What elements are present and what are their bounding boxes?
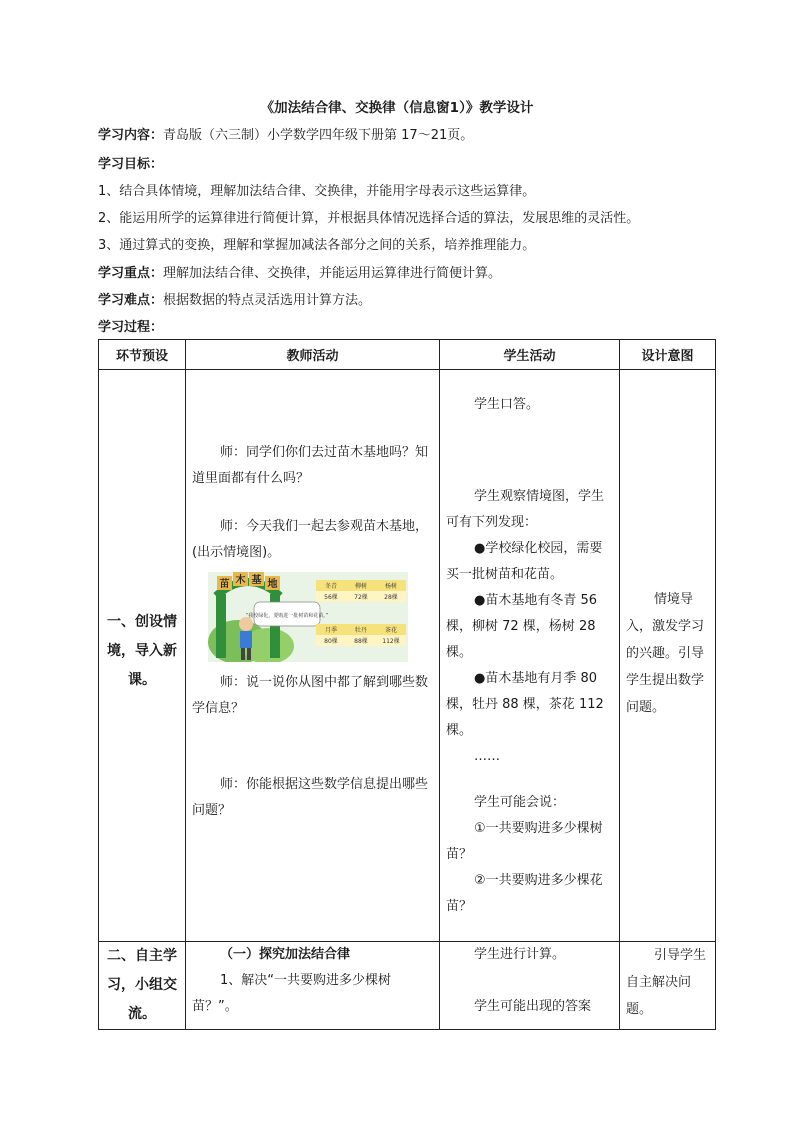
teacher-cell xyxy=(186,942,440,1030)
learning-content xyxy=(98,124,738,143)
student-line: 学生可能出现的答案 xyxy=(474,999,592,1014)
key-point-label: 学习重点： xyxy=(98,266,164,281)
sign-char: 基 xyxy=(251,575,262,586)
teacher-line: 1、解决“一共要购进多少棵树苗？”。 xyxy=(192,973,392,1014)
student-line: 学生口答。 xyxy=(474,397,540,412)
table-header-row xyxy=(99,340,716,370)
intent-text: 引导学生自主解决问题。 xyxy=(626,948,707,1017)
tree-count: 28棵 xyxy=(384,594,398,601)
tree-name: 柳树 xyxy=(354,583,368,590)
teacher-line: （一）探究加法结合律 xyxy=(220,947,351,962)
tree-name: 杨树 xyxy=(384,583,398,590)
student-line: ●苗木基地有冬青 56 棵，柳树 72 棵，杨树 28 棵。 xyxy=(446,593,598,660)
learning-content-label: 学习内容： xyxy=(98,128,164,143)
learning-goals-label: 学习目标： xyxy=(98,157,164,172)
stage-text: 一、创设情境，导入新课。 xyxy=(107,614,177,688)
flower-name: 牡丹 xyxy=(354,627,368,634)
lesson-process-table xyxy=(98,339,716,1030)
flower-name: 月季 xyxy=(324,627,338,634)
goal-item-2: 2、能运用所学的运算律进行简便计算，并根据具体情况选择合适的算法，发展思维的灵活性。 xyxy=(98,211,640,226)
process-label: 学习过程： xyxy=(98,320,164,335)
header-intent: 设计意图 xyxy=(620,340,716,370)
nursery-scene-illustration xyxy=(208,572,408,662)
header-teacher: 教师活动 xyxy=(186,340,440,370)
difficulty-label: 学习难点： xyxy=(98,293,164,308)
goal-item-1: 1、结合具体情境，理解加法结合律、交换律，并能用字母表示这些运算律。 xyxy=(98,184,536,199)
teacher-line: 师：今天我们一起去参观苗木基地，(出示情境图)。 xyxy=(192,519,429,560)
document-title: 《加法结合律、交换律（信息窗1）》教学设计 xyxy=(260,100,534,116)
student-line: 学生进行计算。 xyxy=(474,947,566,962)
tree-count: 56棵 xyxy=(324,594,338,601)
sign-char: 木 xyxy=(235,575,246,586)
student-line: ●苗木基地有月季 80 棵，牡丹 88 棵，茶花 112 棵。 xyxy=(446,671,604,738)
flower-count: 112棵 xyxy=(382,638,400,645)
student-line: 学生可能会说： xyxy=(474,795,566,810)
tree-name: 冬青 xyxy=(324,583,338,590)
flower-table xyxy=(316,624,406,646)
teacher-line: 师：说一说你从图中都了解到哪些数学信息？ xyxy=(192,675,429,716)
table-row xyxy=(99,370,716,942)
student-line: 学生观察情境图，学生可有下列发现： xyxy=(446,489,605,530)
student-cell xyxy=(440,942,620,1030)
student-cell xyxy=(440,370,620,942)
stage-text: 二、自主学习，小组交流。 xyxy=(107,948,177,1022)
intent-text: 情境导入，激发学习的兴趣。引导学生提出数学问题。 xyxy=(626,592,705,715)
sign-char: 苗 xyxy=(219,579,230,590)
teacher-line: 师：你能根据这些数学信息提出哪些问题？ xyxy=(192,777,429,818)
flower-count: 88棵 xyxy=(354,638,368,645)
key-point-text: 理解加法结合律、交换律，并能运用运算律进行简便计算。 xyxy=(163,266,502,281)
header-stage: 环节预设 xyxy=(99,340,186,370)
stage-cell xyxy=(99,370,186,942)
difficulty-text: 根据数据的特点灵活选用计算方法。 xyxy=(163,293,372,308)
table-row xyxy=(99,942,716,1030)
header-student: 学生活动 xyxy=(440,340,620,370)
tree-table xyxy=(316,580,406,602)
difficulty xyxy=(98,289,738,308)
flower-count: 80棵 xyxy=(324,638,338,645)
teacher-cell xyxy=(186,370,440,942)
tree-count: 72棵 xyxy=(354,594,368,601)
student-line: …… xyxy=(474,749,500,764)
intent-cell xyxy=(620,370,716,942)
key-point xyxy=(98,262,738,281)
learning-content-text: 青岛版（六三制）小学数学四年级下册第 17～21页。 xyxy=(163,128,474,143)
teacher-line: 师：同学们你们去过苗木基地吗？知道里面都有什么吗？ xyxy=(192,445,429,486)
student-line: ①一共要购进多少棵树苗？ xyxy=(446,821,603,862)
goal-item-3: 3、通过算式的变换，理解和掌握加减法各部分之间的关系，培养推理能力。 xyxy=(98,238,536,253)
intent-cell xyxy=(620,942,716,1030)
flower-name: 茶花 xyxy=(384,627,398,634)
student-line: ②一共要购进多少棵花苗？ xyxy=(446,873,603,914)
speech-bubble-text: “我校绿化，要购进一批树苗和花苗。” xyxy=(245,613,329,619)
student-line: ●学校绿化校园，需要买一批树苗和花苗。 xyxy=(446,541,603,582)
sign-char: 地 xyxy=(267,579,278,590)
stage-cell xyxy=(99,942,186,1030)
